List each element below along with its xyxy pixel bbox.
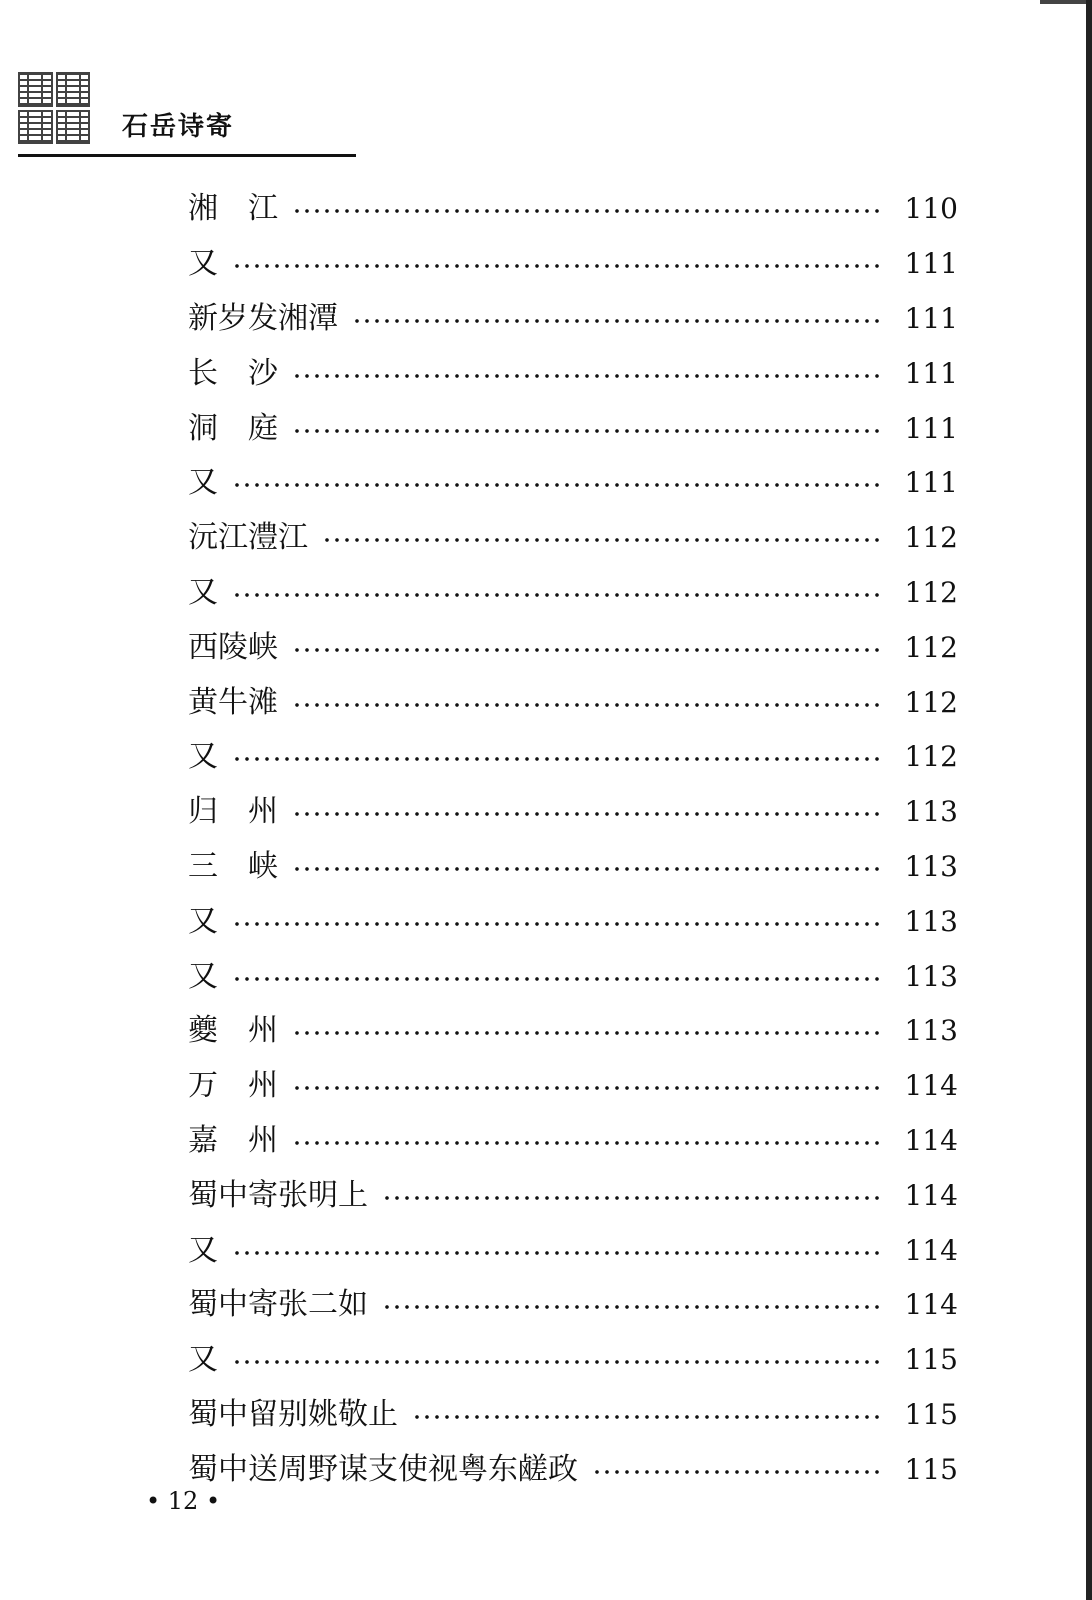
page-right-edge-shadow (1086, 0, 1092, 1600)
dot-leader (232, 921, 880, 927)
toc-entry[interactable] (188, 1333, 958, 1388)
toc-entry[interactable] (188, 730, 958, 785)
dot-leader (292, 647, 880, 653)
dot-leader (382, 1195, 880, 1201)
dot-leader (352, 318, 880, 324)
dot-leader (292, 702, 880, 708)
toc-entry-page: 114 (904, 1178, 958, 1212)
toc-entry[interactable] (188, 1059, 958, 1114)
toc-entry-title: 湘 江 (188, 191, 278, 227)
toc-entry-page: 111 (904, 247, 958, 281)
seal-quadrant (18, 110, 53, 145)
dot-leader (232, 756, 880, 762)
toc-entry-title: 黄牛滩 (188, 684, 278, 720)
toc-entry-page: 112 (904, 685, 958, 719)
toc-entry-page: 110 (904, 192, 958, 226)
toc-entry[interactable] (188, 1223, 958, 1278)
dot-leader (382, 1304, 880, 1310)
toc-entry-title: 西陵峡 (188, 629, 278, 665)
toc-entry-title: 蜀中寄张明上 (188, 1177, 368, 1213)
toc-entry[interactable] (188, 675, 958, 730)
header-rule (18, 154, 356, 157)
toc-entry[interactable] (188, 1388, 958, 1443)
toc-entry[interactable] (188, 511, 958, 566)
toc-entry[interactable] (188, 456, 958, 511)
dot-leader (292, 208, 880, 214)
toc-entry-page: 115 (904, 1343, 958, 1377)
toc-entry[interactable] (188, 949, 958, 1004)
dot-leader (292, 811, 880, 817)
toc-entry-title: 又 (188, 903, 218, 939)
toc-entry-title: 蜀中送周野谋支使视粤东鹾政 (188, 1451, 578, 1487)
toc-entry-page: 114 (904, 1123, 958, 1157)
page-top-edge-shadow (1040, 0, 1092, 4)
toc-entry-title: 又 (188, 574, 218, 610)
toc-entry-title: 又 (188, 465, 218, 501)
toc-entry-page: 111 (904, 301, 958, 335)
running-head-book-title: 石岳诗寄 (122, 112, 235, 142)
toc-entry-title: 长 沙 (188, 355, 278, 391)
toc-entry-page: 115 (904, 1397, 958, 1431)
toc-entry-title: 洞 庭 (188, 410, 278, 446)
toc-entry-page: 111 (904, 356, 958, 390)
toc-entry-title: 沅江澧江 (188, 520, 308, 556)
toc-entry[interactable] (188, 292, 958, 347)
dot-leader (292, 1140, 880, 1146)
toc-entry[interactable] (188, 237, 958, 292)
toc-entry-title: 夔 州 (188, 1013, 278, 1049)
seal-quadrant (18, 72, 53, 107)
toc-entry[interactable] (188, 401, 958, 456)
toc-entry-page: 113 (904, 795, 958, 829)
dot-leader (322, 537, 880, 543)
toc-entry-title: 归 州 (188, 794, 278, 830)
toc-entry-title: 蜀中寄张二如 (188, 1287, 368, 1323)
toc-entry[interactable] (188, 1168, 958, 1223)
toc-entry-title: 又 (188, 246, 218, 282)
toc-entry-page: 112 (904, 521, 958, 555)
table-of-contents (188, 182, 958, 1497)
toc-entry-page: 115 (904, 1452, 958, 1486)
toc-entry[interactable] (188, 840, 958, 895)
dot-leader (292, 1030, 880, 1036)
toc-entry-page: 114 (904, 1233, 958, 1267)
dot-leader (292, 373, 880, 379)
toc-entry-title: 新岁发湘潭 (188, 300, 338, 336)
toc-entry-title: 又 (188, 1342, 218, 1378)
toc-entry-title: 嘉 州 (188, 1122, 278, 1158)
toc-entry-page: 113 (904, 904, 958, 938)
toc-entry-page: 112 (904, 630, 958, 664)
toc-entry[interactable] (188, 1114, 958, 1169)
toc-entry[interactable] (188, 182, 958, 237)
toc-entry-title: 又 (188, 958, 218, 994)
toc-entry-title: 又 (188, 739, 218, 775)
dot-leader (292, 1085, 880, 1091)
toc-entry[interactable] (188, 1004, 958, 1059)
toc-entry-page: 111 (904, 466, 958, 500)
toc-entry[interactable] (188, 620, 958, 675)
dot-leader (232, 1359, 880, 1365)
toc-entry[interactable] (188, 894, 958, 949)
toc-entry-title: 三 峡 (188, 848, 278, 884)
dot-leader (232, 263, 880, 269)
dot-leader (292, 428, 880, 434)
toc-entry-page: 114 (904, 1069, 958, 1103)
dot-leader (592, 1469, 880, 1475)
toc-entry-page: 111 (904, 411, 958, 445)
toc-entry-page: 113 (904, 1014, 958, 1048)
dot-leader (232, 482, 880, 488)
toc-entry-page: 114 (904, 1288, 958, 1322)
toc-entry-page: 113 (904, 849, 958, 883)
dot-leader (412, 1414, 880, 1420)
toc-entry[interactable] (188, 566, 958, 621)
toc-entry-page: 112 (904, 575, 958, 609)
toc-entry[interactable] (188, 785, 958, 840)
toc-entry[interactable] (188, 346, 958, 401)
toc-entry-title: 又 (188, 1232, 218, 1268)
toc-entry[interactable] (188, 1442, 958, 1497)
page-number: • 12 • (146, 1487, 221, 1515)
toc-entry-title: 蜀中留别姚敬止 (188, 1396, 398, 1432)
dot-leader (292, 866, 880, 872)
toc-entry-page: 112 (904, 740, 958, 774)
toc-entry-title: 万 州 (188, 1068, 278, 1104)
toc-entry[interactable] (188, 1278, 958, 1333)
seal-stamp-icon (18, 72, 90, 144)
dot-leader (232, 592, 880, 598)
seal-quadrant (56, 72, 91, 107)
toc-entry-page: 113 (904, 959, 958, 993)
seal-quadrant (56, 110, 91, 145)
dot-leader (232, 976, 880, 982)
dot-leader (232, 1250, 880, 1256)
